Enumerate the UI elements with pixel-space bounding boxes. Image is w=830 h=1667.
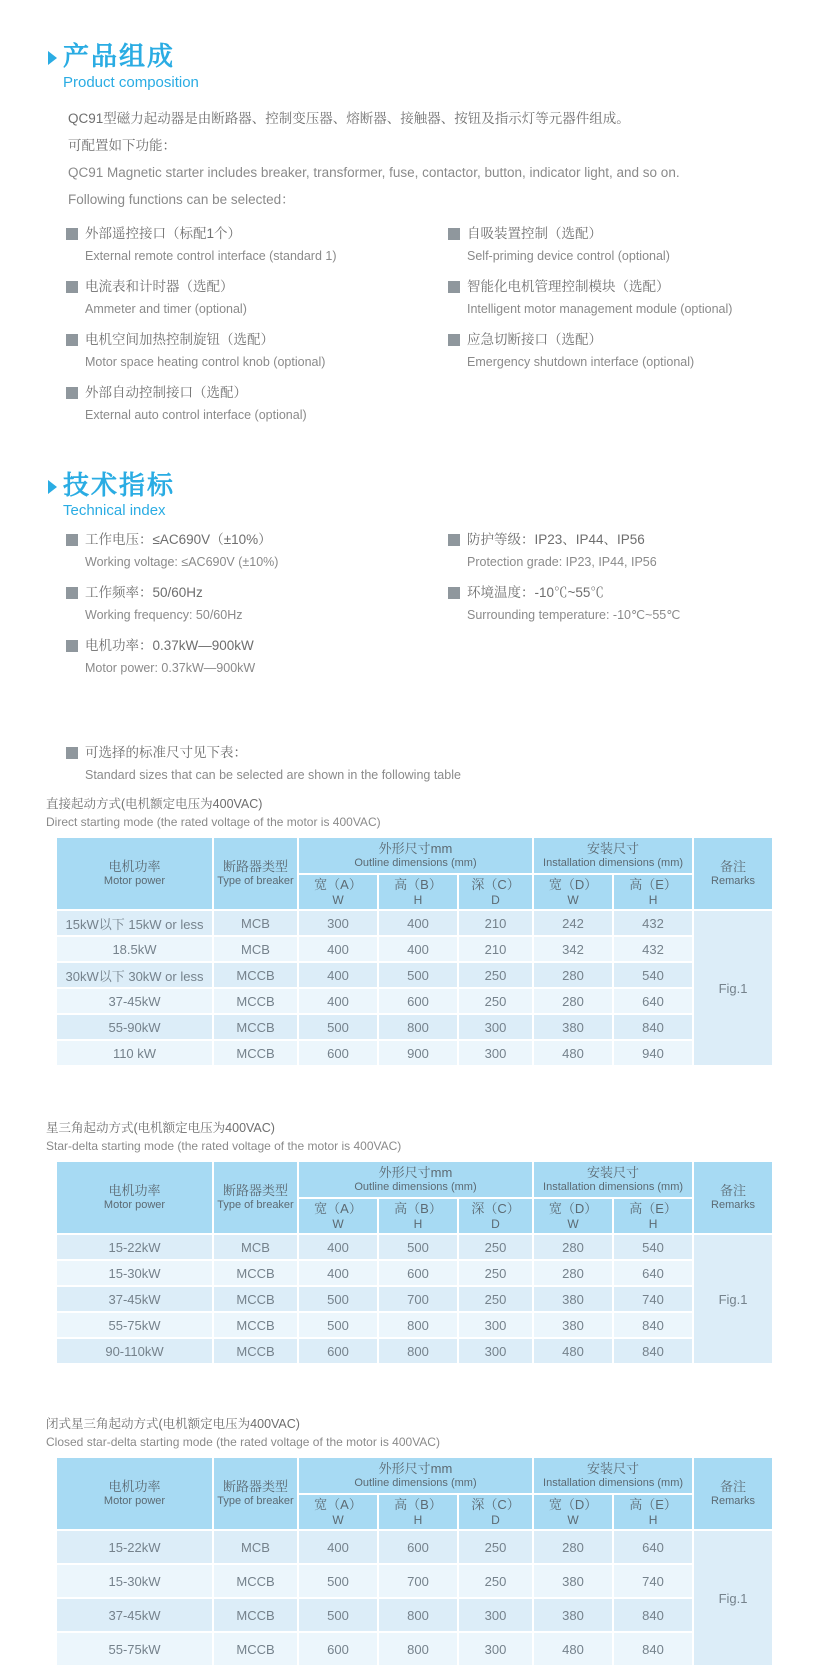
table-cell: MCCB [213,1312,298,1338]
feature-label-en: Self-priming device control (optional) [467,248,670,263]
table-header [56,837,773,910]
table-row [56,1040,773,1066]
table-row [56,910,773,936]
table-cell: 600 [378,988,458,1014]
table-cell: 900 [378,1040,458,1066]
spec-item [66,635,448,679]
section-subtitle: Technical index [63,502,166,520]
table-cell: 700 [378,1286,458,1312]
table-cell: 300 [458,1338,533,1364]
table-cell: 30kW以下 30kW or less [56,962,213,988]
table-cell: 280 [533,988,613,1014]
table-cell: 110 kW [56,1040,213,1066]
bullet-square-icon [66,334,78,346]
table-cell: 640 [613,1530,693,1564]
table-cell: 380 [533,1286,613,1312]
note-label-cn: 可选择的标准尺寸见下表： [85,745,247,761]
feature-label-cn: 自吸装置控制（选配） [467,225,602,241]
spec-label-cn: 环境温度：-10℃~55℃ [467,585,604,601]
table-cell: 250 [458,1564,533,1598]
table-row [56,962,773,988]
table-cell: 800 [378,1598,458,1632]
header-motor-power: 电机功率 Motor power [56,1457,213,1530]
spec-item [66,582,448,626]
header-installation-dimensions: 安装尺寸 Installation dimensions (mm) [533,1457,693,1494]
feature-label-cn: 智能化电机管理控制模块（选配） [467,278,670,294]
table-cell: 15-22kW [56,1530,213,1564]
table-cell: MCB [213,1234,298,1260]
feature-label-en: External remote control interface (standard 1) [85,248,337,263]
table-cell: 250 [458,1260,533,1286]
table-cell: 600 [378,1530,458,1564]
feature-item [66,382,448,426]
bullet-square-icon [66,587,78,599]
table-cell: 600 [298,1040,378,1066]
table-row [56,1632,773,1666]
table-cell: 15-30kW [56,1564,213,1598]
table-cell: MCCB [213,988,298,1014]
header-remarks: 备注 Remarks [693,1161,773,1234]
spec-label-en: Motor power: 0.37kW—900kW [85,661,256,676]
table-row [56,1286,773,1312]
spec-label-cn: 防护等级：IP23、IP44、IP56 [467,532,645,548]
header-installation-dimensions: 安装尺寸 Installation dimensions (mm) [533,1161,693,1198]
header-depth-c: 深（C） D [458,874,533,910]
table-cell: 740 [613,1286,693,1312]
table-cell: 800 [378,1014,458,1040]
table-cell: 37-45kW [56,988,213,1014]
header-breaker-type: 断路器类型 Type of breaker [213,1161,298,1234]
feature-label-cn: 外部遥控接口（标配1个） [85,225,242,241]
table-cell: 400 [298,936,378,962]
table-cell: MCCB [213,1014,298,1040]
section-arrow-icon [48,51,57,65]
table-title-cn: 直接起动方式(电机额定电压为400VAC) [46,797,263,812]
bullet-square-icon [66,747,78,759]
description-line-cn: QC91型磁力起动器是由断路器、控制变压器、熔断器、接触器、按钮及指示灯等元器件组成。 [68,110,630,126]
table-cell: 380 [533,1312,613,1338]
table-cell: 400 [378,910,458,936]
feature-item [448,276,778,320]
header-outline-dimensions: 外形尺寸mm Outline dimensions (mm) [298,1161,533,1198]
header-height-b: 高（B） H [378,874,458,910]
dimension-table [55,1160,774,1365]
header-width-d: 宽（D） W [533,1494,613,1530]
table-cell: MCCB [213,1040,298,1066]
dimension-table [55,1456,774,1667]
table-cell: 480 [533,1632,613,1666]
table-cell: MCCB [213,1260,298,1286]
table-cell: 840 [613,1338,693,1364]
bullet-square-icon [448,281,460,293]
table-cell: 15-30kW [56,1260,213,1286]
feature-label-cn: 电机空间加热控制旋钮（选配） [85,331,274,347]
table-cell: 400 [378,936,458,962]
header-remarks: 备注 Remarks [693,1457,773,1530]
table-cell: 400 [298,962,378,988]
table-cell: 280 [533,962,613,988]
spec-item [448,582,778,626]
table-cell: 500 [298,1014,378,1040]
table-cell: 840 [613,1312,693,1338]
table-title-cn: 星三角起动方式(电机额定电压为400VAC) [46,1121,275,1136]
table-cell: 250 [458,1530,533,1564]
table-cell: 600 [378,1260,458,1286]
table-cell: 700 [378,1564,458,1598]
table-body [56,1530,773,1666]
table-cell: 37-45kW [56,1598,213,1632]
table-cell: 55-75kW [56,1632,213,1666]
spec-label-cn: 工作频率：50/60Hz [85,585,203,601]
table-cell: 400 [298,1260,378,1286]
feature-label-cn: 外部自动控制接口（选配） [85,384,247,400]
table-cell: 210 [458,936,533,962]
table-cell: 740 [613,1564,693,1598]
table-cell: 380 [533,1564,613,1598]
table-cell: 432 [613,936,693,962]
header-height-b: 高（B） H [378,1198,458,1234]
table-cell: 300 [458,1014,533,1040]
table-cell: 500 [378,962,458,988]
spec-label-en: Working frequency: 50/60Hz [85,608,243,623]
table-row [56,1234,773,1260]
closed-star-delta-table-block [46,1415,830,1667]
table-title-en: Direct starting mode (the rated voltage of the motor is 400VAC) [46,815,381,830]
table-cell: 600 [298,1632,378,1666]
bullet-square-icon [66,534,78,546]
feature-item [66,223,448,267]
feature-label-en: Ammeter and timer (optional) [85,301,247,316]
table-cell: 840 [613,1598,693,1632]
table-cell: 300 [458,1632,533,1666]
table-title-cn: 闭式星三角起动方式(电机额定电压为400VAC) [46,1417,300,1432]
table-cell: 300 [458,1598,533,1632]
table-cell: 250 [458,1234,533,1260]
table-cell: MCCB [213,962,298,988]
header-remarks: 备注 Remarks [693,837,773,910]
table-cell: 500 [378,1234,458,1260]
table-cell: 480 [533,1040,613,1066]
table-cell: 840 [613,1014,693,1040]
header-width-d: 宽（D） W [533,1198,613,1234]
note-label-en: Standard sizes that can be selected are shown in the following table [85,768,461,783]
table-row [56,1598,773,1632]
table-cell: 300 [298,910,378,936]
table-cell: 250 [458,962,533,988]
spec-item [66,529,448,573]
table-cell: 500 [298,1286,378,1312]
feature-list [66,223,830,435]
feature-item [448,329,778,373]
table-cell: 55-75kW [56,1312,213,1338]
table-cell: 540 [613,1234,693,1260]
spec-label-cn: 电机功率：0.37kW—900kW [85,638,254,654]
header-height-e: 高（E） H [613,1198,693,1234]
star-delta-table-block [46,1119,830,1365]
feature-label-en: Emergency shutdown interface (optional) [467,354,695,369]
table-row [56,1338,773,1364]
table-title-en: Closed star-delta starting mode (the rated voltage of the motor is 400VAC) [46,1435,440,1450]
table-row [56,1564,773,1598]
table-cell: MCCB [213,1598,298,1632]
table-cell: MCCB [213,1286,298,1312]
bullet-square-icon [448,228,460,240]
technical-index-heading [48,471,830,500]
table-cell: MCB [213,936,298,962]
table-cell: 500 [298,1312,378,1338]
table-cell: MCCB [213,1632,298,1666]
table-cell: 380 [533,1598,613,1632]
table-cell: 15-22kW [56,1234,213,1260]
feature-item [448,223,778,267]
section-title: 技术指标 [63,469,176,500]
spec-list [66,529,830,688]
header-outline-dimensions: 外形尺寸mm Outline dimensions (mm) [298,1457,533,1494]
bullet-square-icon [66,387,78,399]
table-cell: 400 [298,1530,378,1564]
header-height-e: 高（E） H [613,874,693,910]
table-cell: 55-90kW [56,1014,213,1040]
table-cell: 940 [613,1040,693,1066]
header-installation-dimensions: 安装尺寸 Installation dimensions (mm) [533,837,693,874]
table-body [56,910,773,1066]
product-composition-heading [48,42,830,71]
header-width-a: 宽（A） W [298,874,378,910]
table-cell: 280 [533,1260,613,1286]
table-cell: 640 [613,988,693,1014]
bullet-square-icon [66,640,78,652]
table-cell: 380 [533,1014,613,1040]
section-arrow-icon [48,480,57,494]
direct-starting-table-block [46,795,830,1067]
table-cell: 800 [378,1312,458,1338]
spec-label-en: Protection grade: IP23, IP44, IP56 [467,555,657,570]
description-line-en: Following functions can be selected： [68,191,295,207]
table-cell: 250 [458,988,533,1014]
header-height-b: 高（B） H [378,1494,458,1530]
table-cell: 15kW以下 15kW or less [56,910,213,936]
bullet-square-icon [448,534,460,546]
table-cell: 37-45kW [56,1286,213,1312]
table-cell: MCB [213,1530,298,1564]
header-width-a: 宽（A） W [298,1198,378,1234]
table-cell: 210 [458,910,533,936]
table-cell: 840 [613,1632,693,1666]
bullet-square-icon [448,334,460,346]
table-cell: MCCB [213,1564,298,1598]
table-header [56,1161,773,1234]
table-cell: 800 [378,1338,458,1364]
table-cell: 500 [298,1564,378,1598]
table-cell: MCCB [213,1338,298,1364]
header-breaker-type: 断路器类型 Type of breaker [213,837,298,910]
bullet-square-icon [66,228,78,240]
header-width-d: 宽（D） W [533,874,613,910]
dimension-table [55,836,774,1067]
header-motor-power: 电机功率 Motor power [56,837,213,910]
table-header [56,1457,773,1530]
feature-label-cn: 应急切断接口（选配） [467,331,602,347]
table-cell: 400 [298,988,378,1014]
standard-sizes-note [66,742,830,786]
table-row [56,1312,773,1338]
header-motor-power: 电机功率 Motor power [56,1161,213,1234]
table-cell: 250 [458,1286,533,1312]
table-cell: 800 [378,1632,458,1666]
table-cell: 300 [458,1312,533,1338]
spec-label-cn: 工作电压：≤AC690V（±10%） [85,532,272,548]
feature-item [66,329,448,373]
bullet-square-icon [66,281,78,293]
table-row [56,1530,773,1564]
description-line-cn: 可配置如下功能： [68,137,176,153]
feature-label-en: Intelligent motor management module (optional) [467,301,733,316]
header-width-a: 宽（A） W [298,1494,378,1530]
table-cell: 400 [298,1234,378,1260]
table-body [56,1234,773,1364]
header-depth-c: 深（C） D [458,1494,533,1530]
product-description [68,105,830,213]
table-row [56,936,773,962]
table-cell: 432 [613,910,693,936]
spec-label-en: Working voltage: ≤AC690V (±10%) [85,555,279,570]
table-cell: 500 [298,1598,378,1632]
header-height-e: 高（E） H [613,1494,693,1530]
table-cell: 18.5kW [56,936,213,962]
table-cell: 342 [533,936,613,962]
remarks-cell: Fig.1 [693,1530,773,1666]
section-subtitle: Product composition [63,73,199,91]
remarks-cell: Fig.1 [693,1234,773,1364]
table-cell: 540 [613,962,693,988]
description-line-en: QC91 Magnetic starter includes breaker, transformer, fuse, contactor, button, indicator light, and so on. [68,164,680,180]
remarks-cell: Fig.1 [693,910,773,1066]
table-cell: 300 [458,1040,533,1066]
section-title: 产品组成 [63,41,176,71]
table-cell: 280 [533,1234,613,1260]
feature-item [66,276,448,320]
table-row [56,1014,773,1040]
spec-label-en: Surrounding temperature: -10℃~55℃ [467,608,681,623]
bullet-square-icon [448,587,460,599]
feature-label-en: External auto control interface (optional) [85,407,307,422]
table-cell: 280 [533,1530,613,1564]
header-outline-dimensions: 外形尺寸mm Outline dimensions (mm) [298,837,533,874]
table-cell: 242 [533,910,613,936]
feature-label-cn: 电流表和计时器（选配） [85,278,234,294]
header-depth-c: 深（C） D [458,1198,533,1234]
table-cell: 640 [613,1260,693,1286]
feature-label-en: Motor space heating control knob (optional) [85,354,326,369]
table-cell: 90-110kW [56,1338,213,1364]
table-cell: 600 [298,1338,378,1364]
table-title-en: Star-delta starting mode (the rated voltage of the motor is 400VAC) [46,1139,402,1154]
table-cell: 480 [533,1338,613,1364]
spec-item [448,529,778,573]
table-row [56,1260,773,1286]
table-cell: MCB [213,910,298,936]
header-breaker-type: 断路器类型 Type of breaker [213,1457,298,1530]
table-row [56,988,773,1014]
